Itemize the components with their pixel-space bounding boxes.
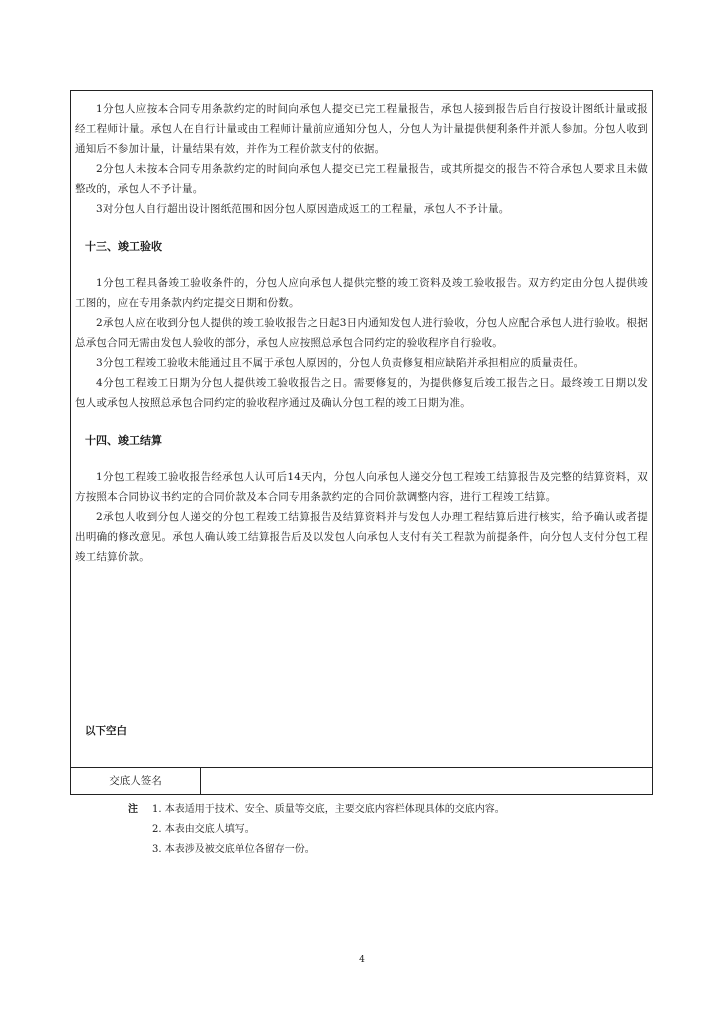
paragraph: 2承包人应在收到分包人提供的竣工验收报告之日起3日内通知发包人进行验收，分包人应配合承包人进行验收。根据总承包合同无需由发包人验收的部分，承包人应按照总承包合同约定的验收程序自行验收。 bbox=[75, 317, 648, 349]
note-item: 2. 本表由交底人填写。 bbox=[152, 824, 255, 835]
notes-block bbox=[128, 800, 505, 860]
note-item: 1. 本表适用于技术、安全、质量等交底，主要交底内容栏体现具体的交底内容。 bbox=[152, 804, 505, 815]
paragraph: 1分包工程竣工验收报告经承包人认可后14天内，分包人向承包人递交分包工程竣工结算报告及完整的结算资料，双方按照本合同协议书约定的合同价款及本合同专用条款约定的合同价款调整内容，进行工程竣工结算。 bbox=[75, 471, 648, 503]
signature-label: 交底人签名 bbox=[71, 768, 201, 794]
section-heading-completion-settlement: 十四、竣工结算 bbox=[85, 434, 162, 447]
paragraph: 1分包人应按本合同专用条款约定的时间向承包人提交已完工程量报告，承包人接到报告后自行按设计图纸计量或报经工程师计量。承包人在自行计量或由工程师计量前应通知分包人，分包人为计量提供便利条件并派人参加。分包人收到通知后不参加计量，计量结果有效，并作为工程价款支付的依据。 bbox=[75, 103, 648, 155]
paragraph: 2承包人收到分包人递交的分包工程竣工结算报告及结算资料并与发包人办理工程结算后进行核实，给予确认或者提出明确的修改意见。承包人确认竣工结算报告后及以发包人向承包人支付有关工程款为前提条件，向分包人支付分包工程竣工结算价款。 bbox=[75, 511, 648, 563]
paragraph: 2分包人未按本合同专用条款约定的时间向承包人提交已完工程量报告，或其所提交的报告不符合承包人要求且未做整改的，承包人不予计量。 bbox=[75, 163, 648, 195]
content-table bbox=[70, 90, 653, 795]
page-number: 4 bbox=[359, 955, 365, 965]
notes-label: 注 bbox=[128, 804, 138, 815]
section-heading-completion-acceptance: 十三、竣工验收 bbox=[85, 240, 162, 253]
paragraph: 1分包工程具备竣工验收条件的，分包人应向承包人提供完整的竣工资料及竣工验收报告。双方约定由分包人提供竣工图的，应在专用条款内约定提交日期和份数。 bbox=[75, 277, 648, 309]
content-body bbox=[75, 99, 648, 567]
blank-below-note: 以下空白 bbox=[85, 725, 127, 737]
paragraph: 3对分包人自行超出设计图纸范围和因分包人原因造成返工的工程量，承包人不予计量。 bbox=[96, 203, 510, 215]
signature-row bbox=[71, 767, 652, 794]
paragraph: 3分包工程竣工验收未能通过且不属于承包人原因的，分包人负责修复相应缺陷并承担相应的质量责任。 bbox=[96, 357, 585, 369]
signature-field[interactable] bbox=[202, 768, 652, 794]
note-item: 3. 本表涉及被交底单位各留存一份。 bbox=[152, 844, 315, 855]
paragraph: 4分包工程竣工日期为分包人提供竣工验收报告之日。需要修复的，为提供修复后竣工报告之日。最终竣工日期以发包人或承包人按照总承包合同约定的验收程序通过及确认分包工程的竣工日期为准。 bbox=[75, 377, 648, 409]
